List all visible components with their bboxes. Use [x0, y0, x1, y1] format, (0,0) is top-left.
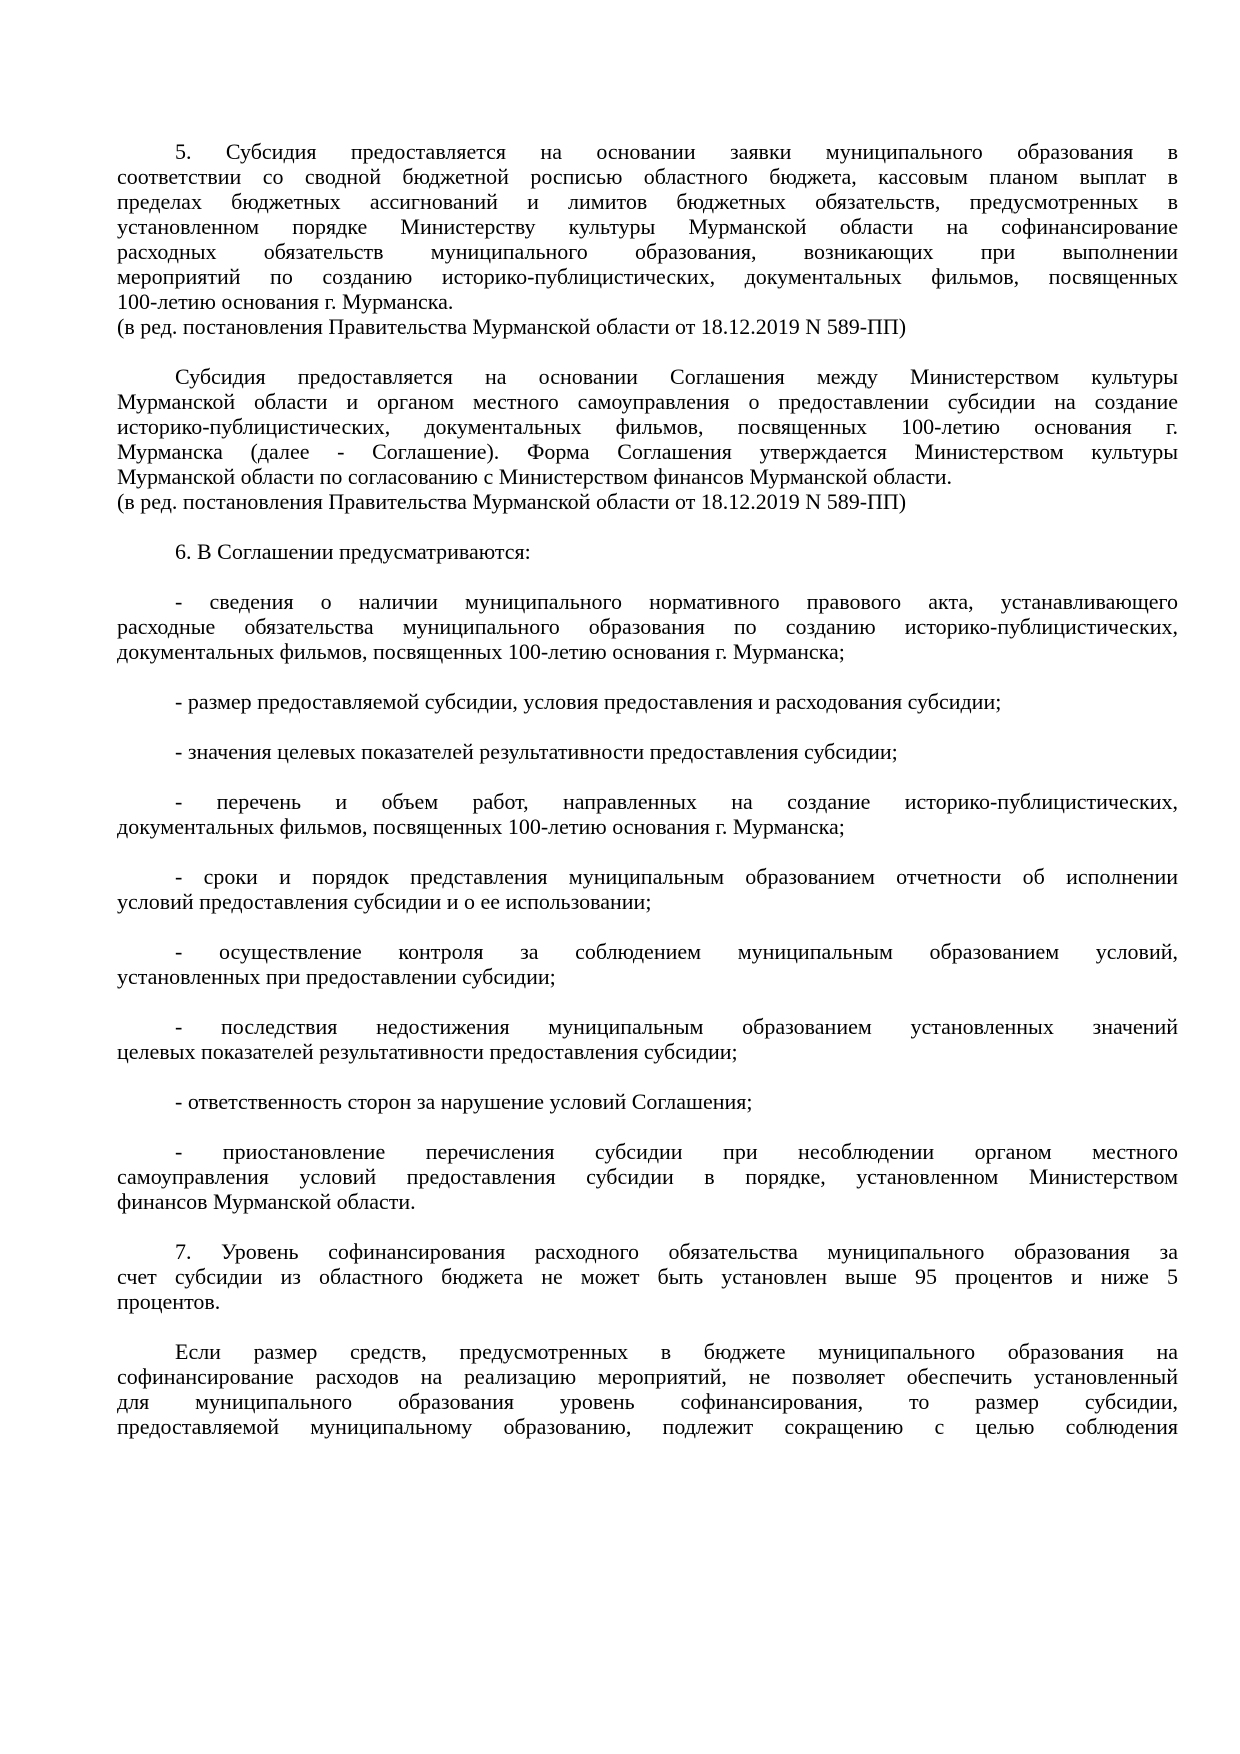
text-line: - сведения о наличии муниципального нормативного правового акта, устанавливающего: [175, 589, 1178, 614]
text-line: условий предоставления субсидии и о ее использовании;: [117, 889, 652, 914]
document-page: [117, 139, 1178, 1464]
paragraph: [117, 939, 1178, 989]
text-line: (в ред. постановления Правительства Мурманской области от 18.12.2019 N 589-ПП): [117, 314, 907, 339]
paragraph: [117, 314, 1178, 339]
text-line: 100-летию основания г. Мурманска.: [117, 289, 454, 314]
paragraph: [117, 364, 1178, 489]
paragraph: [117, 1239, 1178, 1314]
text-line: Если размер средств, предусмотренных в бюджете муниципального образования на: [175, 1339, 1178, 1364]
text-line: 6. В Соглашении предусматриваются:: [175, 539, 531, 564]
paragraph: [117, 789, 1178, 839]
paragraph: [117, 689, 1178, 714]
text-line: установленных при предоставлении субсидии;: [117, 964, 556, 989]
text-line: - значения целевых показателей результативности предоставления субсидии;: [175, 739, 898, 764]
text-line: 7. Уровень софинансирования расходного обязательства муниципального образования за: [175, 1239, 1178, 1264]
text-line: софинансирование расходов на реализацию мероприятий, не позволяет обеспечить установленный: [117, 1364, 1178, 1389]
text-line: - размер предоставляемой субсидии, условия предоставления и расходования субсидии;: [175, 689, 1002, 714]
paragraph: [117, 1339, 1178, 1439]
paragraph: [117, 1139, 1178, 1214]
text-line: финансов Мурманской области.: [117, 1189, 416, 1214]
text-line: мероприятий по созданию историко-публицистических, документальных фильмов, посвященных: [117, 264, 1178, 289]
text-line: самоуправления условий предоставления субсидии в порядке, установленном Министерством: [117, 1164, 1178, 1189]
text-line: - перечень и объем работ, направленных на создание историко-публицистических,: [175, 789, 1178, 814]
text-line: установленном порядке Министерству культуры Мурманской области на софинансирование: [117, 214, 1178, 239]
text-line: Мурманской области и органом местного самоуправления о предоставлении субсидии на создание: [117, 389, 1178, 414]
text-line: - сроки и порядок представления муниципальным образованием отчетности об исполнении: [175, 864, 1178, 889]
text-line: для муниципального образования уровень софинансирования, то размер субсидии,: [117, 1389, 1178, 1414]
text-line: 5. Субсидия предоставляется на основании заявки муниципального образования в: [175, 139, 1178, 164]
text-line: документальных фильмов, посвященных 100-летию основания г. Мурманска;: [117, 639, 845, 664]
text-line: - осуществление контроля за соблюдением муниципальным образованием условий,: [175, 939, 1178, 964]
paragraph: [117, 1014, 1178, 1064]
paragraph: [117, 1089, 1178, 1114]
text-line: - ответственность сторон за нарушение условий Соглашения;: [175, 1089, 753, 1114]
text-line: процентов.: [117, 1289, 221, 1314]
text-line: счет субсидии из областного бюджета не может быть установлен выше 95 процентов и ниже 5: [117, 1264, 1178, 1289]
text-line: целевых показателей результативности предоставления субсидии;: [117, 1039, 738, 1064]
paragraph: [117, 539, 1178, 564]
paragraph: [117, 489, 1178, 514]
text-line: (в ред. постановления Правительства Мурманской области от 18.12.2019 N 589-ПП): [117, 489, 907, 514]
paragraph: [117, 139, 1178, 314]
text-line: расходные обязательства муниципального образования по созданию историко-публицистических,: [117, 614, 1178, 639]
text-line: - приостановление перечисления субсидии при несоблюдении органом местного: [175, 1139, 1178, 1164]
text-line: пределах бюджетных ассигнований и лимитов бюджетных обязательств, предусмотренных в: [117, 189, 1178, 214]
text-line: соответствии со сводной бюджетной росписью областного бюджета, кассовым планом выплат в: [117, 164, 1178, 189]
text-line: Мурманска (далее - Соглашение). Форма Соглашения утверждается Министерством культуры: [117, 439, 1178, 464]
paragraph: [117, 589, 1178, 664]
paragraph: [117, 864, 1178, 914]
text-line: расходных обязательств муниципального образования, возникающих при выполнении: [117, 239, 1178, 264]
text-line: Субсидия предоставляется на основании Соглашения между Министерством культуры: [175, 364, 1178, 389]
text-line: историко-публицистических, документальных фильмов, посвященных 100-летию основания г.: [117, 414, 1178, 439]
text-line: предоставляемой муниципальному образованию, подлежит сокращению с целью соблюдения: [117, 1414, 1178, 1439]
paragraph: [117, 739, 1178, 764]
text-line: - последствия недостижения муниципальным образованием установленных значений: [175, 1014, 1178, 1039]
text-line: Мурманской области по согласованию с Министерством финансов Мурманской области.: [117, 464, 952, 489]
text-line: документальных фильмов, посвященных 100-летию основания г. Мурманска;: [117, 814, 845, 839]
